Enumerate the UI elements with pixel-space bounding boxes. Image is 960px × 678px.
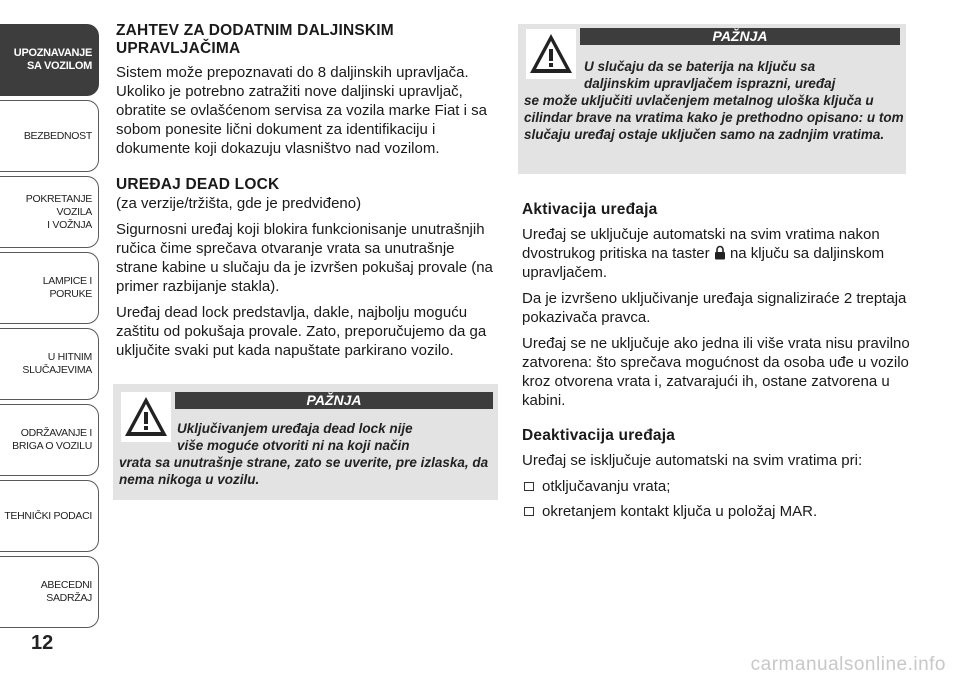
- tab-odrzavanje[interactable]: ODRŽAVANJE I BRIGA O VOZILU: [0, 404, 99, 476]
- page-number: 12: [31, 632, 54, 654]
- tab-pokretanje[interactable]: POKRETANJE VOZILA I VOŽNJA: [0, 176, 99, 248]
- left-column: [116, 22, 496, 367]
- warning-line1: Uključivanjem uređaja dead lock nije: [177, 421, 413, 436]
- list-item-text: otključavanju vrata;: [542, 478, 671, 495]
- subheading-dead-lock: (za verzije/tržišta, gde je predviđeno): [116, 195, 362, 212]
- para-remote-request: Sistem može prepoznavati do 8 daljinskih upravljača. Ukoliko je potrebno zatražiti nove daljinski upravljač, obratite se ovlašćenom servisa za vozila marke Fiat i sa sobom ponesite lični dokument za identifikaciju i dokumente koji dokazuju vlasništvo nad vozilom.: [116, 64, 487, 157]
- para-activation-2: Da je izvršeno uključivanje uređaja signaliziraće 2 treptaja pokazivača pravca.: [522, 290, 907, 326]
- warning-triangle-icon: [121, 392, 171, 442]
- warning-line3: vrata sa unutrašnje strane, zato se uverite, pre izlaska, da nema nikoga u vozilu.: [119, 455, 489, 487]
- warning-title: PAŽNJA: [175, 392, 493, 409]
- list-item: [522, 477, 912, 496]
- warning-box-deadlock: [113, 384, 498, 500]
- para-activation-3: Uređaj se ne uključuje ako jedna ili više vrata nisu pravilno zatvorena: što sprečava mogućnost da osoba uđe u vozilo kroz otvorena vrata i, zatvarajući ih, ostane zatvorena u kabini.: [522, 335, 910, 409]
- lock-icon: [714, 245, 726, 260]
- bullet-box-icon: [524, 507, 534, 516]
- list-item: [522, 502, 912, 521]
- warning-line2: više moguće otvoriti ni na koji način: [177, 438, 410, 453]
- para-deactivation: Uređaj se isključuje automatski na svim vratima pri:: [522, 452, 863, 469]
- heading-remote-request: ZAHTEV ZA DODATNIM DALJINSKIM UPRAVLJAČIMA: [116, 22, 394, 57]
- para-dead-lock-2: Uređaj dead lock predstavlja, dakle, najbolju moguću zaštitu od pokušaja provale. Zato, preporučujemo da ga uključite svaki put kada napuštate parkirano vozilo.: [116, 304, 487, 359]
- para-dead-lock-1: Sigurnosni uređaj koji blokira funkcionisanje unutrašnjih ručica čime sprečava otvaranje vrata sa unutrašnje strane kabine u slučaju da je izvršen pokušaj provale (na primer razbijanje stakla).: [116, 221, 493, 295]
- right-column: [522, 200, 912, 527]
- heading-activation: Aktivacija uređaja: [522, 201, 658, 218]
- heading-dead-lock: UREĐAJ DEAD LOCK: [116, 176, 280, 193]
- tab-abecedni[interactable]: ABECEDNI SADRŽAJ: [0, 556, 99, 628]
- tab-lampice[interactable]: LAMPICE I PORUKE: [0, 252, 99, 324]
- watermark: carmanualsonline.info: [750, 654, 946, 675]
- warning-line1: U slučaju da se baterija na ključu sa: [584, 59, 816, 74]
- para-activation-1a: Uređaj se uključuje automatski na svim vratima nakon dvostrukog pritiska na taster: [522, 226, 880, 262]
- tab-bezbednost[interactable]: BEZBEDNOST: [0, 100, 99, 172]
- heading-deactivation: Deaktivacija uređaja: [522, 427, 676, 444]
- warning-triangle-icon: [526, 29, 576, 79]
- list-item-text: okretanjem kontakt ključa u položaj MAR.: [542, 503, 818, 520]
- tab-tehnicki[interactable]: TEHNIČKI PODACI: [0, 480, 99, 552]
- warning-line2: daljinskim upravljačem isprazni, uređaj: [584, 76, 836, 91]
- warning-title: PAŽNJA: [580, 28, 900, 45]
- tab-upoznavanje[interactable]: UPOZNAVANJE SA VOZILOM: [0, 24, 99, 96]
- para-activation-1b: na ključu sa daljinskom upravljačem.: [522, 245, 885, 281]
- bullet-box-icon: [524, 482, 534, 491]
- para-activation-1: [522, 225, 912, 282]
- tab-hitni[interactable]: U HITNIM SLUČAJEVIMA: [0, 328, 99, 400]
- warning-line3: se može uključiti uvlačenjem metalnog uloška ključa u cilindar brave na vratima kako je prethodno opisano: u tom slučaju uređaj ostaje uključen samo na zadnjim vratima.: [524, 93, 904, 142]
- warning-box-battery: [518, 24, 906, 174]
